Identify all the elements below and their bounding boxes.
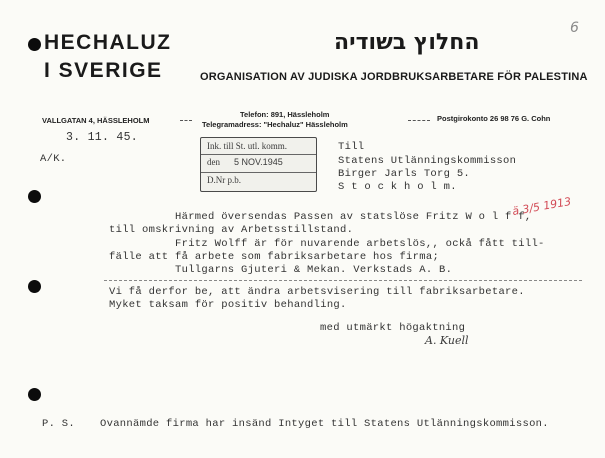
closing: med utmärkt högaktning <box>320 322 466 334</box>
body-line-4: fälle att få arbete som fabriksarbetare hos firma; <box>109 251 440 263</box>
punch-hole-lower-mid <box>28 280 41 293</box>
body-line-2: till omskrivning av Arbetsstillstand. <box>109 224 354 236</box>
received-stamp <box>200 137 317 192</box>
postgiro: Postgirokonto 26 98 76 G. Cohn <box>437 114 551 123</box>
body-line-7: Myket taksam för positiv behandling. <box>109 299 347 311</box>
stamp-line1: Ink. till St. utl. komm. <box>207 141 288 151</box>
signature: A. Kuell <box>425 334 469 347</box>
org-subtitle: ORGANISATION AV JUDISKA JORDBRUKSARBETARE FÖR PALESTINA <box>200 71 588 83</box>
stamp-line2 <box>207 157 283 167</box>
org-name-hebrew: החלוץ בשודיה <box>334 30 480 55</box>
stamp-line3: D.Nr p.b. <box>207 175 241 185</box>
body-line-3: Fritz Wolff är för nuvarende arbetslös,, ockå fått till- <box>175 238 545 250</box>
body-line-6: Vi få derfor be, att ändra arbetsvisering till fabriksarbetare. <box>109 286 525 298</box>
org-name-line2: I SVERIGE <box>44 59 163 82</box>
org-name-line1: HECHALUZ <box>44 31 172 54</box>
body-line-5: Tullgarns Gjuteri & Mekan. Verkstads A. B. <box>175 264 453 276</box>
stamp-date: 5 NOV.1945 <box>234 157 283 167</box>
address-rule <box>180 120 192 121</box>
recipient-line4: S t o c k h o l m. <box>338 181 457 193</box>
body-line-1: Härmed översendas Passen av statslöse Fritz W o l f f, <box>175 211 532 223</box>
pencil-annotation: ä 3/5 1913 <box>511 194 573 219</box>
address: VALLGATAN 4, HÄSSLEHOLM <box>42 116 150 125</box>
ps-text: Ovannämde firma har insänd Intyget till Statens Utlänningskommisson. <box>100 418 549 430</box>
telefon: Telefon: 891, Hässleholm <box>240 110 330 119</box>
letter-date: 3. 11. 45. <box>66 131 139 144</box>
telegram-rule <box>408 120 430 121</box>
telegram-address: Telegramadress: "Hechaluz" Hässleholm <box>202 120 348 129</box>
punch-hole-top <box>28 38 41 51</box>
punch-hole-bottom <box>28 388 41 401</box>
body-divider <box>104 280 582 281</box>
recipient-line2: Statens Utlänningskommisson <box>338 155 517 167</box>
ps-label: P. S. <box>42 418 76 430</box>
page-mark: 6 <box>570 20 579 36</box>
recipient-line1: Till <box>338 141 365 153</box>
punch-hole-upper-mid <box>28 190 41 203</box>
reference-mark: A/K. <box>40 153 67 165</box>
recipient-line3: Birger Jarls Torg 5. <box>338 168 471 180</box>
stamp-date-label: den <box>207 157 220 167</box>
